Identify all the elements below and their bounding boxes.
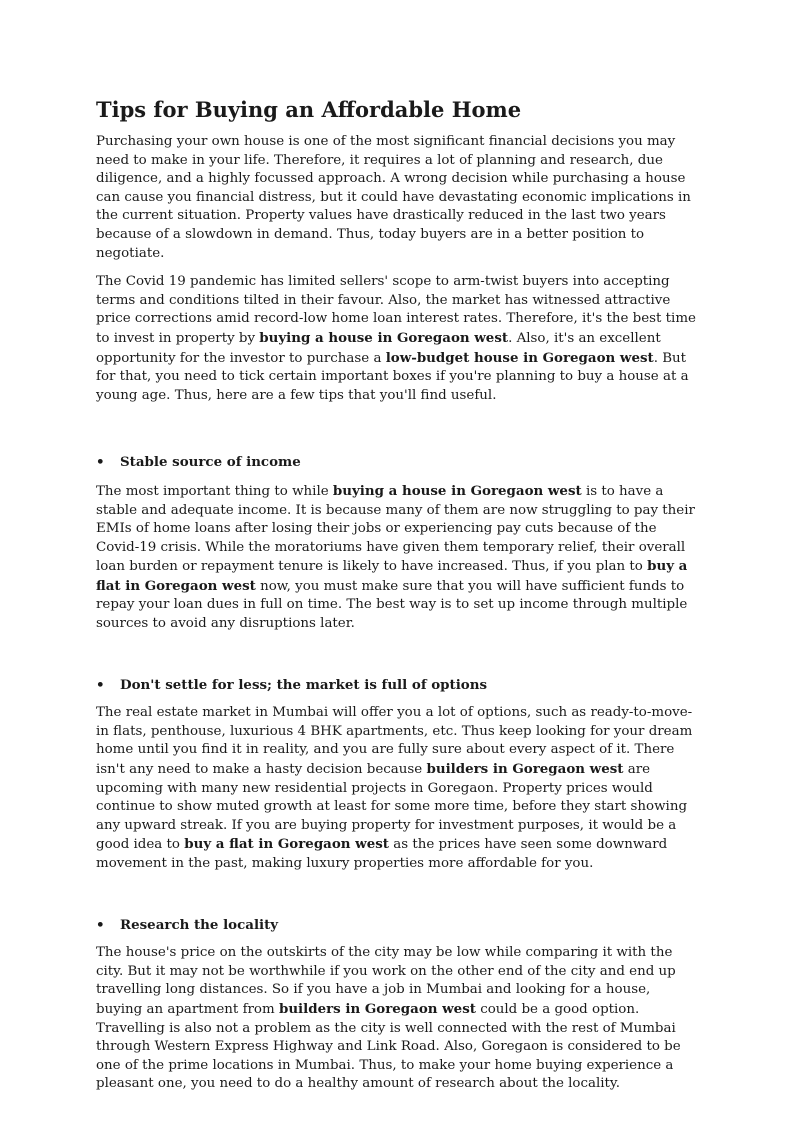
section-gap xyxy=(96,884,700,916)
body-text: The Covid 19 pandemic has limited sellers' scope to arm-twist buyers into accepting terms and conditions tilted in their favour. Also, the market has witnessed attractive price corrections amid record-low home loan interest rates. Therefore, it's the best time to invest in property by xyxy=(96,274,696,346)
body-text: The real estate market in Mumbai will offer you a lot of options, such as ready-to-move-in flats, penthouse, luxurious 4 BHK apartments, etc. Thus keep looking for your dream home until you find it in reality, and you are fully sure about every aspect of it. There isn't any need to make a hasty decision because xyxy=(96,705,693,778)
body-text: . But for that, you need to tick certain important boxes if you're planning to buy a house at a young age. Thus, here are a few tips that you'll find useful. xyxy=(96,350,689,403)
bullet-icon: • xyxy=(96,454,105,471)
body-text: The most important thing to while xyxy=(96,483,333,499)
emphasis-text: buying a house in Goregaon west xyxy=(332,482,582,499)
section-gap xyxy=(96,644,700,676)
body-text: Purchasing your own house is one of the most significant financial decisions you may need to make in your life. Therefore, it requires a lot of planning and research, due diligence, and a highly focussed approach. A wrong decision while purchasing a house can cause you financial distress, but it could have devastating economic implications in the current situation. Property values have drastically reduced in the last two years because of a slowdown in demand. Thus, today buyers are in a better position to negotiate. xyxy=(96,134,691,261)
section-paragraph-stable-income xyxy=(96,482,700,634)
body-text: is to have a stable and adequate income. It is because many of them are now struggling to pay their EMIs of home loans after losing their jobs or experiencing pay cuts because of the Covid-19 crisis. While the moratoriums have given them temporary relief, their overall loan burden or repayment tenure is likely to have increased. Thus, if you plan to xyxy=(96,483,695,575)
intro-paragraph-2 xyxy=(96,273,700,405)
intro-paragraph-1 xyxy=(96,133,700,263)
emphasis-text: low-budget house in Goregaon west xyxy=(385,349,654,366)
section-gap xyxy=(96,415,700,453)
emphasis-text: buy a flat in Goregaon west xyxy=(184,836,389,853)
emphasis-text: builders in Goregaon west xyxy=(426,761,624,778)
body-text: now, you must make sure that you will have sufficient funds to repay your loan dues in full on time. The best way is to set up income through multiple sources to avoid any disruptions later. xyxy=(96,578,688,632)
section-heading-text: Research the locality xyxy=(120,916,279,933)
body-text: are upcoming with many new residential projects in Goregaon. Property prices would continue to show muted growth at least for some more time, before they start showing any upward streak. If you are buying property for investment purposes, it would be a good idea to xyxy=(96,762,688,853)
bullet-icon: • xyxy=(96,676,105,693)
document-page xyxy=(96,96,700,1104)
section-heading-text: Stable source of income xyxy=(120,454,301,471)
body-text: could be a good option. Travelling is also not a problem as the city is well connected with the rest of Mumbai through Western Express Highway and Link Road. Also, Goregaon is considered to be one of the prime locations in Mumbai. Thus, to make your home buying experience a pleasant one, you need to do a healthy amount of research about the locality. xyxy=(96,1001,681,1092)
section-paragraph-dont-settle xyxy=(96,704,700,873)
section-heading-text: Don't settle for less; the market is full of options xyxy=(120,676,488,693)
section-heading-research-locality xyxy=(96,916,700,935)
emphasis-text: builders in Goregaon west xyxy=(278,1000,476,1017)
page-title: Tips for Buying an Affordable Home xyxy=(96,97,522,122)
emphasis-text: buy a flat in Goregaon west xyxy=(96,558,688,594)
section-paragraph-research-locality xyxy=(96,944,700,1094)
emphasis-text: buying a house in Goregaon west xyxy=(259,329,509,346)
section-heading-dont-settle xyxy=(96,676,700,695)
bullet-icon: • xyxy=(96,916,105,933)
body-text: The house's price on the outskirts of the city may be low while comparing it with the city. But it may not be worthwhile if you work on the other end of the city and end up travelling long distances. So if you have a job in Mumbai and looking for a house, buying an apartment from xyxy=(96,945,676,1017)
body-text: . Also, it's an excellent opportunity for the investor to purchase a xyxy=(96,330,661,366)
section-heading-stable-income xyxy=(96,453,700,472)
body-text: as the prices have seen some downward movement in the past, making luxury properties more affordable for you. xyxy=(96,837,668,871)
